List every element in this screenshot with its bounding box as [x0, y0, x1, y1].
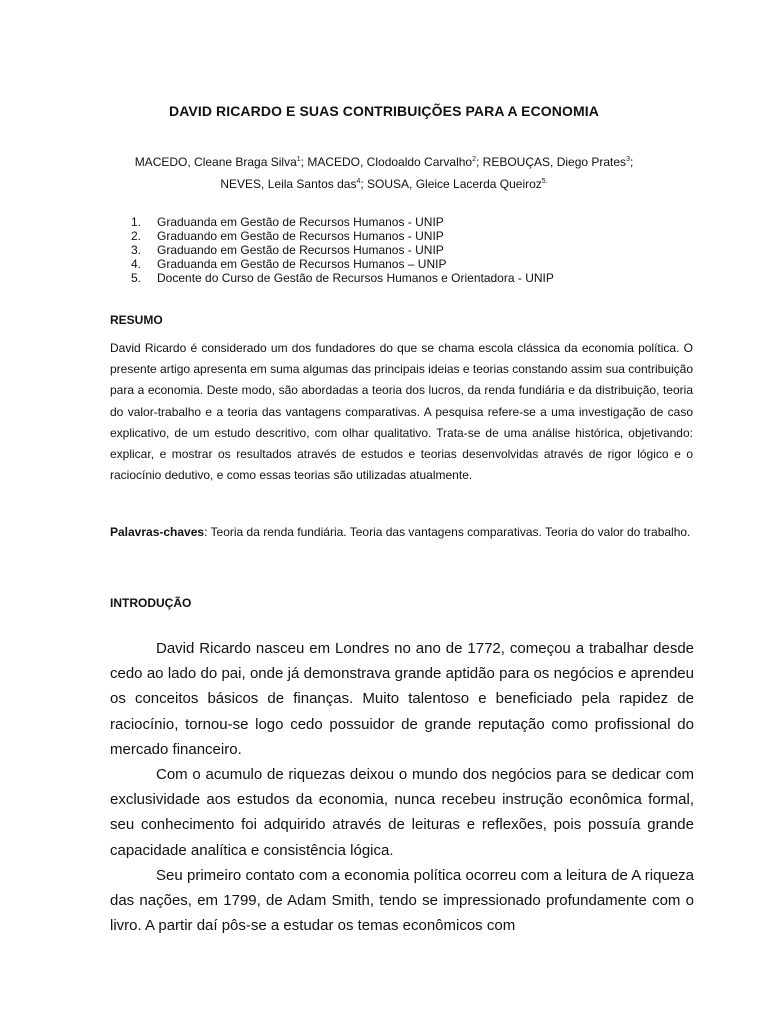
- author-footnote-mark: 2: [472, 156, 476, 163]
- affiliation-text: Graduanda em Gestão de Recursos Humanos - UNIP: [157, 215, 444, 229]
- keywords-text: : Teoria da renda fundiária. Teoria das vantagens comparativas. Teoria do valor do trabalho.: [204, 525, 691, 539]
- affiliation-item: [131, 229, 554, 243]
- author-separator: ;: [360, 177, 368, 191]
- affiliation-text: Graduando em Gestão de Recursos Humanos - UNIP: [157, 229, 444, 243]
- body-paragraph: Com o acumulo de riquezas deixou o mundo dos negócios para se dedicar com exclusividade aos estudos da economia, nunca recebeu instrução econômica formal, seu conhecimento foi adquirido através de leituras e reflexões, pois possuía grande capacidade analítica e consistência lógica.: [110, 766, 694, 859]
- abstract-text: David Ricardo é considerado um dos fundadores do que se chama escola clássica da economia política. O presente artigo apresenta em suma algumas das principais ideias e teorias constando assim sua contribuição para a economia. Deste modo, são abordadas a teoria dos lucros, da renda fundiária e da distribuição, teoria do valor-trabalho e a teoria das vantagens comparativas. A pesquisa refere-se a uma investigação de caso explicativo, de um estudo descritivo, com olhar qualitativo. Trata-se de uma análise histórica, objetivando: explicar, e mostrar os resultados através de estudos e teorias desenvolvidas através de rigor lógico e o raciocínio dedutivo, e como essas teorias são utilizadas atualmente.: [110, 341, 693, 483]
- keywords-label: Palavras-chaves: [110, 525, 205, 539]
- author-footnote-mark: 1: [296, 156, 301, 163]
- affiliation-item: [131, 257, 554, 271]
- abstract-heading: RESUMO: [110, 313, 163, 327]
- author-line-1: [90, 151, 678, 173]
- paper-title: DAVID RICARDO E SUAS CONTRIBUIÇÕES PARA A ECONOMIA: [169, 103, 599, 119]
- affiliation-number: 3.: [131, 243, 142, 257]
- affiliation-item: [131, 243, 554, 257]
- author-name: MACEDO, Cleane Braga Silva: [134, 155, 297, 169]
- author-name: SOUSA, Gleice Lacerda Queiroz: [367, 177, 542, 191]
- author-name: REBOUÇAS, Diego Prates: [482, 155, 627, 169]
- affiliation-list: [131, 215, 554, 285]
- affiliation-number: 5.: [131, 271, 142, 285]
- author-line-2: [90, 173, 678, 195]
- author-list: [90, 151, 678, 195]
- author-footnote-mark: 5.: [541, 178, 548, 185]
- affiliation-item: [131, 215, 554, 229]
- author-name: NEVES, Leila Santos das: [220, 177, 357, 191]
- author-footnote-mark: 3: [626, 156, 630, 163]
- affiliation-item: [131, 271, 554, 285]
- affiliation-number: 2.: [131, 229, 142, 243]
- affiliation-text: Docente do Curso de Gestão de Recursos Humanos e Orientadora - UNIP: [157, 271, 554, 285]
- body-paragraph: David Ricardo nasceu em Londres no ano de 1772, começou a trabalhar desde cedo ao lado do pai, onde já demonstrava grande aptidão para os negócios e aprendeu os conceitos básicos de finanças. Muito talentoso e beneficiado pela rapidez de raciocínio, tornou-se logo cedo possuidor de grande reputação como profissional do mercado financeiro.: [110, 640, 694, 758]
- affiliation-number: 1.: [131, 215, 142, 229]
- author-separator: ;: [476, 155, 483, 169]
- keywords: [110, 525, 693, 539]
- introduction-body: [110, 636, 694, 938]
- author-separator: ;: [300, 155, 308, 169]
- author-footnote-mark: 4: [356, 178, 361, 185]
- author-separator: ;: [629, 155, 634, 169]
- affiliation-text: Graduando em Gestão de Recursos Humanos - UNIP: [157, 243, 444, 257]
- affiliation-number: 4.: [131, 257, 142, 271]
- introduction-heading: INTRODUÇÃO: [110, 596, 192, 610]
- body-paragraph: Seu primeiro contato com a economia política ocorreu com a leitura de A riqueza das nações, em 1799, de Adam Smith, tendo se impressionado profundamente com o livro. A partir daí pôs-se a estudar os temas econômicos com: [110, 866, 694, 935]
- affiliation-text: Graduanda em Gestão de Recursos Humanos – UNIP: [157, 257, 447, 271]
- author-name: MACEDO, Clodoaldo Carvalho: [307, 155, 473, 169]
